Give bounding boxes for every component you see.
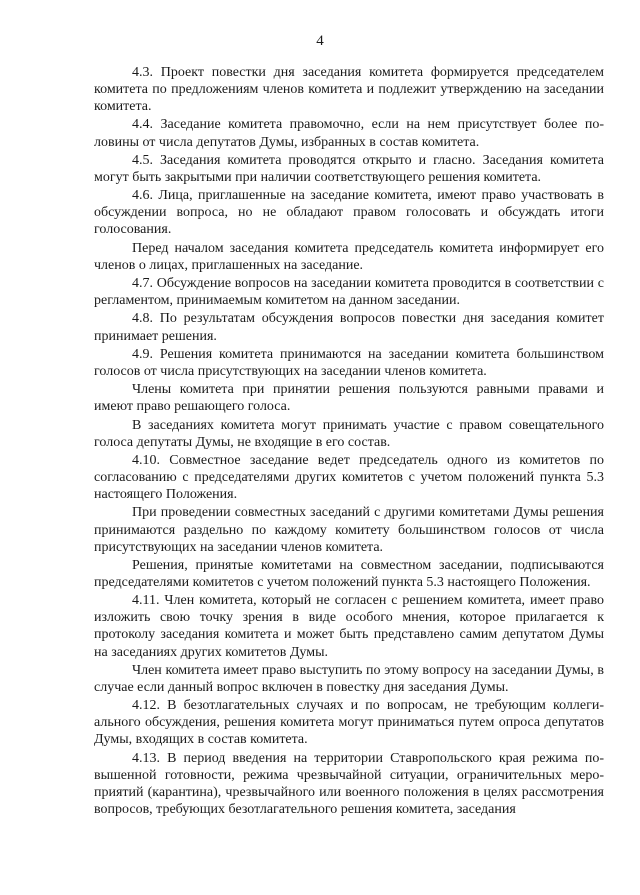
paragraph-4-11: 4.11. Член комитета, который не согласен с решением комитета, имеет право изложить свою точку зрения в виде особого мнения, которое прилагается к протоколу заседания комитета и может быть представлено самим депутатом Думы на заседаниях других комитетов Думы. xyxy=(94,593,604,660)
paragraph-4-9-advisory: В заседаниях комитета могут принимать участие с правом совещательного голоса депутаты Думы, не входящие в его состав. xyxy=(94,417,604,450)
paragraph-4-12: 4.12. В безотлагательных случаях и по вопросам, не требующим коллегиального обсуждения, решения комитета могут приниматься путем опроса депутатов Думы, входящих в состав комитета. xyxy=(94,698,604,748)
paragraph-4-6-continued: Перед началом заседания комитета председатель комитета информирует его членов о лицах, приглашенных на заседание. xyxy=(94,240,604,273)
paragraph-4-10: 4.10. Совместное заседание ведет председатель одного из комитетов по согласованию с председателями других комитетов с учетом положений пункта 5.3 настоящего Положения. xyxy=(94,452,604,503)
paragraph-4-9-members: Члены комитета при принятии решения пользуются равными правами и имеют право решающего голоса. xyxy=(94,382,604,415)
paragraph-4-5: 4.5. Заседания комитета проводятся открыто и гласно. Заседания комитета могут быть закрытыми при наличии соответствующего решения комитета. xyxy=(94,152,604,185)
paragraph-4-9: 4.9. Решения комитета принимаются на заседании комитета большинством голосов от числа присутствующих на заседании членов комитета. xyxy=(94,346,604,379)
paragraph-4-8: 4.8. По результатам обсуждения вопросов повестки дня заседания комитет принимает решения. xyxy=(94,311,604,344)
paragraph-4-10-signing: Решения, принятые комитетами на совместном заседании, подписываются председателями комитетов с учетом положений пункта 5.3 настоящего Положения. xyxy=(94,557,604,590)
paragraph-4-10-joint: При проведении совместных заседаний с другими комитетами Думы решения принимаются раздельно по каждому комитету большинством голосов от числа присутствующих на заседании членов комитета. xyxy=(94,505,604,555)
document-body xyxy=(94,64,604,819)
paragraph-4-3: 4.3. Проект повестки дня заседания комитета формируется председателем комитета по предложениям членов комитета и подлежит утверждению на заседании комитета. xyxy=(94,65,604,115)
paragraph-4-13: 4.13. В период введения на территории Ставропольского края режима повышенной готовности, режима чрезвычайной ситуации, ограничительных мероприятий (карантина), чрезвычайного или военного положения в целях рассмотрения вопросов, требующих безотлагательного решения комитета, заседания xyxy=(94,750,604,817)
paragraph-4-4: 4.4. Заседание комитета правомочно, если на нем присутствует более половины от числа депутатов Думы, избранных в состав комитета. xyxy=(94,117,604,150)
paragraph-4-7: 4.7. Обсуждение вопросов на заседании комитета проводится в соответствии с регламентом, принимаемым комитетом на данном заседании. xyxy=(94,276,604,309)
paragraph-4-6: 4.6. Лица, приглашенные на заседание комитета, имеют право участвовать в обсуждении вопроса, но не обладают правом голосовать и обсуждать итоги голосования. xyxy=(94,188,604,238)
paragraph-4-11-speech: Член комитета имеет право выступить по этому вопросу на заседании Думы, в случае если данный вопрос включен в повестку дня заседания Думы. xyxy=(94,662,604,695)
page-number: 4 xyxy=(316,33,324,49)
